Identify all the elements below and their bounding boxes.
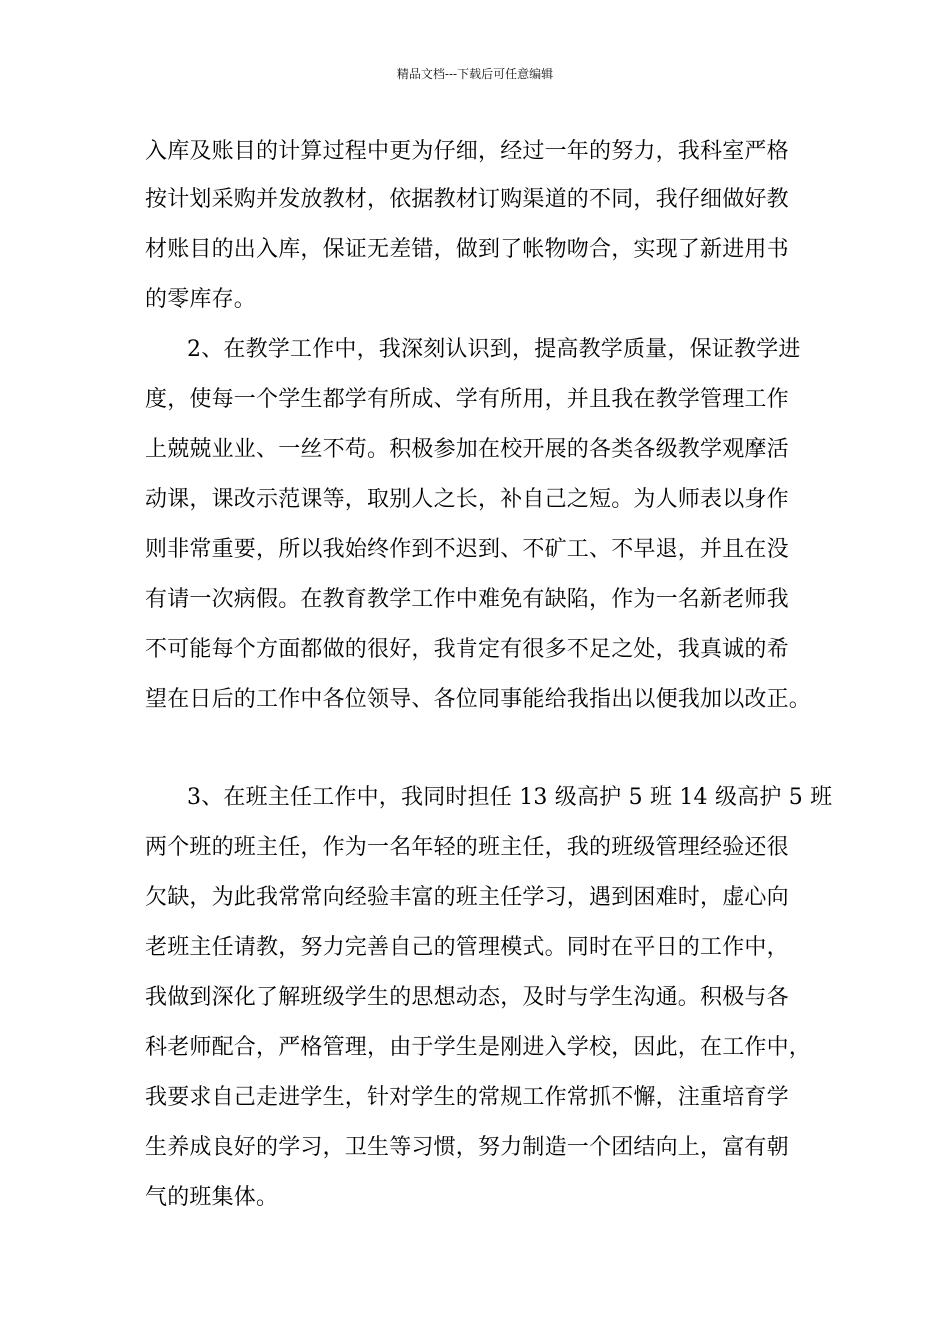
text-line: 望在日后的工作中各位领导、各位同事能给我指出以便我加以改正。: [145, 687, 812, 712]
text-line: 生养成良好的学习，卫生等习惯，努力制造一个团结向上，富有朝: [145, 1135, 789, 1160]
text-line: 不可能每个方面都做的很好，我肯定有很多不足之处，我真诚的希: [145, 637, 789, 662]
text-line: 3、在班主任工作中，我同时担任 13 级高护 5 班 14 级高护 5 班: [187, 785, 833, 810]
page-header: 精品文档---下载后可任意编辑: [396, 67, 554, 81]
text-line: 上兢兢业业、一丝不苟。积极参加在校开展的各类各级教学观摩活: [145, 437, 789, 462]
text-line: 欠缺，为此我常常向经验丰富的班主任学习，遇到困难时，虚心向: [145, 885, 789, 910]
text-line: 气的班集体。: [145, 1185, 279, 1210]
text-line: 则非常重要，所以我始终作到不迟到、不矿工、不早退，并且在没: [145, 537, 789, 562]
text-line: 度，使每一个学生都学有所成、学有所用，并且我在教学管理工作: [145, 387, 789, 412]
text-line: 按计划采购并发放教材，依据教材订购渠道的不同，我仔细做好教: [145, 187, 789, 212]
text-line: 两个班的班主任，作为一名年轻的班主任，我的班级管理经验还很: [145, 835, 789, 860]
text-line: 材账目的出入库，保证无差错，做到了帐物吻合，实现了新进用书: [145, 237, 789, 262]
text-line: 我要求自己走进学生，针对学生的常规工作常抓不懈，注重培育学: [145, 1085, 789, 1110]
text-line: 入库及账目的计算过程中更为仔细，经过一年的努力，我科室严格: [145, 139, 789, 164]
text-line: 有请一次病假。在教育教学工作中难免有缺陷，作为一名新老师我: [145, 587, 789, 612]
text-line: 老班主任请教，努力完善自己的管理模式。同时在平日的工作中，: [145, 935, 789, 960]
text-line: 科老师配合，严格管理，由于学生是刚进入学校，因此，在工作中，: [145, 1035, 812, 1060]
text-line: 的零库存。: [145, 287, 257, 312]
text-line: 动课，课改示范课等，取别人之长，补自己之短。为人师表以身作: [145, 487, 789, 512]
text-line: 2、在教学工作中，我深刻认识到，提高教学质量，保证教学进: [187, 337, 801, 362]
text-line: 我做到深化了解班级学生的思想动态，及时与学生沟通。积极与各: [145, 985, 789, 1010]
